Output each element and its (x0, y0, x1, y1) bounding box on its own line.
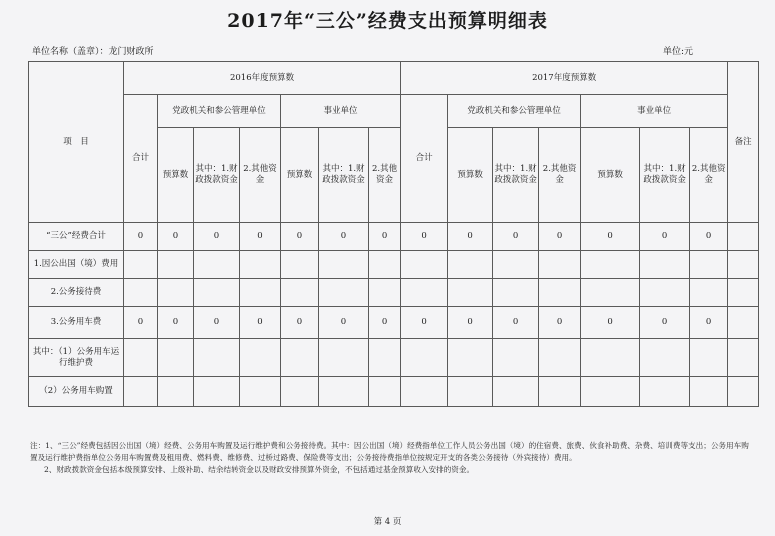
header-fiscal-alloc: 其中：1.财政拨款资金 (194, 128, 240, 223)
header-2016: 2016年度预算数 (124, 62, 401, 95)
table-cell (448, 251, 493, 279)
table-cell (240, 251, 281, 279)
header-other-funds: 2.其他资金 (369, 128, 401, 223)
header-budget-num: 预算数 (281, 128, 319, 223)
table-cell (493, 279, 539, 307)
header-2016-public-inst: 事业单位 (281, 95, 401, 128)
table-cell: 0 (401, 307, 448, 339)
row-label: 1.因公出国（境）费用 (29, 251, 124, 279)
table-cell: 0 (281, 307, 319, 339)
header-2017-public-inst: 事业单位 (581, 95, 728, 128)
table-cell (690, 339, 728, 377)
remark-cell (728, 377, 759, 407)
header-fiscal-alloc: 其中：1.财政拨款资金 (319, 128, 369, 223)
table-cell (690, 377, 728, 407)
table-cell: 0 (319, 223, 369, 251)
table-cell (319, 339, 369, 377)
table-cell: 0 (581, 223, 640, 251)
table-cell: 0 (240, 223, 281, 251)
row-label: 3.公务用车费 (29, 307, 124, 339)
table-cell (319, 279, 369, 307)
table-cell (281, 251, 319, 279)
table-row (29, 251, 759, 279)
table-cell (240, 377, 281, 407)
table-cell: 0 (369, 307, 401, 339)
header-other-funds: 2.其他资金 (690, 128, 728, 223)
header-2017-total: 合计 (401, 95, 448, 223)
table-cell (401, 251, 448, 279)
table-cell: 0 (640, 223, 690, 251)
table-cell (539, 339, 581, 377)
table-cell (158, 251, 194, 279)
table-row (29, 279, 759, 307)
row-label: （2）公务用车购置 (29, 377, 124, 407)
header-2017: 2017年度预算数 (401, 62, 728, 95)
row-label: 2.公务接待费 (29, 279, 124, 307)
table-cell: 0 (124, 223, 158, 251)
table-cell: 0 (493, 223, 539, 251)
table-cell: 0 (124, 307, 158, 339)
table-cell (194, 251, 240, 279)
table-cell (401, 377, 448, 407)
table-cell: 0 (240, 307, 281, 339)
header-fiscal-alloc: 其中：1.财政拨款资金 (640, 128, 690, 223)
table-cell (240, 279, 281, 307)
table-cell (124, 377, 158, 407)
table-cell (158, 279, 194, 307)
header-budget-num: 预算数 (448, 128, 493, 223)
table-cell: 0 (690, 223, 728, 251)
unit-measure: 单位:元 (663, 47, 694, 57)
table-cell (124, 339, 158, 377)
table-row (29, 377, 759, 407)
footnote-1: 注：1、“三公”经费包括因公出国（境）经费、公务用车购置及运行维护费和公务接待费。其中：因公出国（境）经费指单位工作人员公务出国（境）的住宿费、旅费、伙食补助费、杂费、培训费等支出；公务用车购置及运行维护费指单位公务用车购置费及租用费、燃料费、维修费、过桥过路费、保险费等支出；公务接待费指单位按规定开支的各类公务接待（外宾接待）费用。 (30, 441, 749, 462)
table-cell: 0 (319, 307, 369, 339)
table-cell: 0 (690, 307, 728, 339)
table-cell (158, 377, 194, 407)
table-cell (369, 377, 401, 407)
table-cell (493, 339, 539, 377)
header-2016-party-org: 党政机关和参公管理单位 (158, 95, 281, 128)
table-cell: 0 (369, 223, 401, 251)
table-cell (281, 339, 319, 377)
table-cell: 0 (448, 223, 493, 251)
table-cell (369, 279, 401, 307)
page-title: 2017年“三公”经费支出预算明细表 (227, 10, 548, 32)
table-cell (690, 279, 728, 307)
table-cell: 0 (640, 307, 690, 339)
table-cell (640, 377, 690, 407)
table-cell (369, 339, 401, 377)
table-cell (194, 377, 240, 407)
table-cell (158, 339, 194, 377)
table-cell (640, 251, 690, 279)
table-cell (581, 251, 640, 279)
table-cell (493, 377, 539, 407)
table-cell (194, 339, 240, 377)
header-2016-total: 合计 (124, 95, 158, 223)
header-other-funds: 2.其他资金 (539, 128, 581, 223)
header-fiscal-alloc: 其中：1.财政拨款资金 (493, 128, 539, 223)
unit-name: 单位名称（盖章）：龙门财政所 (32, 47, 154, 57)
table-cell (194, 279, 240, 307)
row-label: 其中：（1）公务用车运行维护费 (29, 339, 124, 377)
table-cell (581, 339, 640, 377)
page-number: 第 4 页 (373, 517, 402, 527)
table-cell (448, 377, 493, 407)
table-row (29, 339, 759, 377)
table-cell (539, 279, 581, 307)
table-cell (240, 339, 281, 377)
table-cell: 0 (581, 307, 640, 339)
remark-cell (728, 251, 759, 279)
row-label: “三公”经费合计 (29, 223, 124, 251)
remark-cell (728, 223, 759, 251)
table-cell (319, 251, 369, 279)
header-budget-num: 预算数 (158, 128, 194, 223)
table-cell (448, 339, 493, 377)
table-cell (369, 251, 401, 279)
table-cell: 0 (158, 223, 194, 251)
header-remark: 备注 (728, 62, 759, 223)
table-cell (640, 339, 690, 377)
header-other-funds: 2.其他资金 (240, 128, 281, 223)
table-row (29, 307, 759, 339)
table-cell (281, 279, 319, 307)
table-cell: 0 (281, 223, 319, 251)
table-cell: 0 (539, 307, 581, 339)
header-item: 项 目 (29, 62, 124, 223)
table-cell (319, 377, 369, 407)
table-cell (539, 377, 581, 407)
remark-cell (728, 339, 759, 377)
table-cell (448, 279, 493, 307)
table-cell (281, 377, 319, 407)
table-cell (690, 251, 728, 279)
table-cell: 0 (158, 307, 194, 339)
table-cell: 0 (539, 223, 581, 251)
table-cell: 0 (401, 223, 448, 251)
table-cell: 0 (194, 223, 240, 251)
table-cell (493, 251, 539, 279)
header-2017-party-org: 党政机关和参公管理单位 (448, 95, 581, 128)
table-cell (401, 339, 448, 377)
remark-cell (728, 279, 759, 307)
table-cell: 0 (493, 307, 539, 339)
table-cell (539, 251, 581, 279)
remark-cell (728, 307, 759, 339)
table-row (29, 223, 759, 251)
table-cell: 0 (448, 307, 493, 339)
table-cell (124, 251, 158, 279)
table-cell (640, 279, 690, 307)
footnotes (30, 440, 752, 475)
header-budget-num: 预算数 (581, 128, 640, 223)
table-cell (124, 279, 158, 307)
budget-table (28, 61, 759, 407)
table-cell (401, 279, 448, 307)
table-cell: 0 (194, 307, 240, 339)
table-cell (581, 279, 640, 307)
footnote-2: 2、财政拨款资金包括本级预算安排、上级补助、结余结转资金以及财政安排预算外资金，不包括通过基金预算收入安排的资金。 (44, 464, 475, 474)
table-cell (581, 377, 640, 407)
